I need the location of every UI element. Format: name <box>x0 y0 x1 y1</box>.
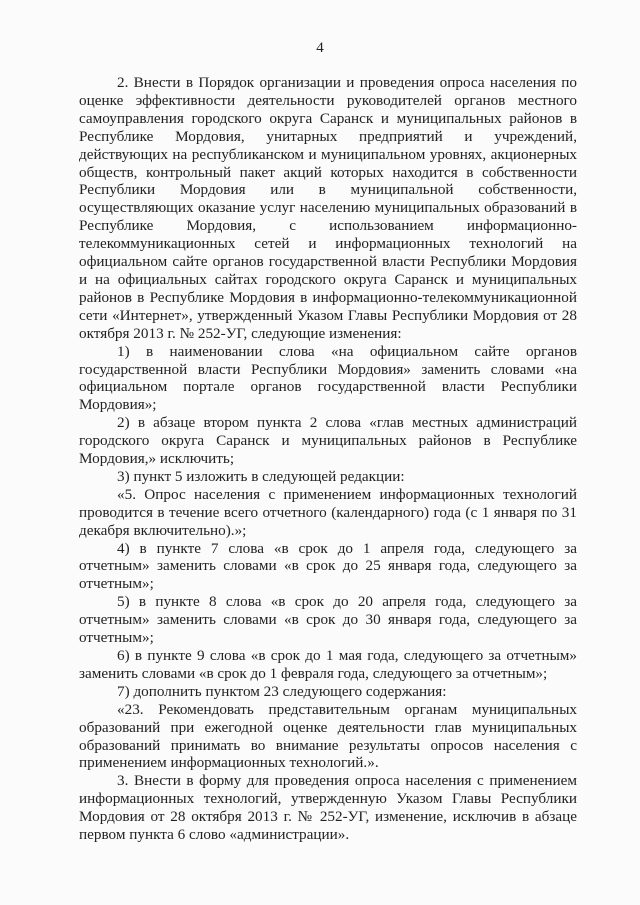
paragraph-subitem-7: 7) дополнить пунктом 23 следующего содержания: <box>117 682 447 700</box>
paragraph-item-2: 2. Внести в Порядок организации и проведения опроса населения по оценке эффективности деятельности руководителей органов местного самоуправления городского округа Саранск и муниципальных районов в Республике Мордовия, унитарных предприятий и учреждений, действующих на республиканском и муниципальном уровнях, акционерных обществ, контрольный пакет акций которых находится в собственности Республики Мордовия или в муниципальной собственности, осуществляющих оказание услуг населению муниципальных образований в Республике Мордовия, с использованием информационно-телекоммуникационных сетей и информационных технологий на официальном сайте органов государственной власти Республики Мордовия и на официальных сайтах городского округа Саранск и муниципальных районов в Республике Мордовия в информационно-телекоммуникационной сети «Интернет», утвержденный Указом Главы Республики Мордовия от 28 октября 2013 г. № 252-УГ, следующие изменения: <box>79 74 577 342</box>
paragraph-subitem-3: 3) пункт 5 изложить в следующей редакции: <box>117 467 405 485</box>
paragraph-subitem-5: 5) в пункте 8 слова «в срок до 20 апреля года, следующего за отчетным» заменить словами «в срок до 30 января года, следующего за отчетным»; <box>79 593 577 647</box>
paragraph-quote-5: «5. Опрос населения с применением информационных технологий проводится в течение всего отчетного (календарного) года (с 1 января по 31 декабря включительно).»; <box>79 485 577 539</box>
paragraph-subitem-1: 1) в наименовании слова «на официальном сайте органов государственной власти Республики Мордовия» заменить словами «на официальном портале органов государственной власти Республики Мордовия»; <box>79 342 577 414</box>
paragraph-quote-23: «23. Рекомендовать представительным органам муниципальных образований при ежегодной оценке деятельности глав муниципальных образований принимать во внимание результаты опросов населения с применением информационных технологий.». <box>79 700 577 772</box>
paragraph-subitem-4: 4) в пункте 7 слова «в срок до 1 апреля года, следующего за отчетным» заменить словами «в срок до 25 января года, следующего за отчетным»; <box>79 539 577 593</box>
paragraph-subitem-2: 2) в абзаце втором пункта 2 слова «глав местных администраций городского округа Саранск и муниципальных районов в Республике Мордовия,» исключить; <box>79 414 577 468</box>
paragraph-item-3: 3. Внести в форму для проведения опроса населения с применением информационных технологий, утвержденную Указом Главы Республики Мордовия от 28 октября 2013 г. № 252-УГ, изменение, исключив в абзаце первом пункта 6 слово «администрации». <box>79 772 577 844</box>
paragraph-subitem-6: 6) в пункте 9 слова «в срок до 1 мая года, следующего за отчетным» заменить словами «в срок до 1 февраля года, следующего за отчетным»; <box>79 647 577 682</box>
document-body <box>79 74 577 844</box>
page-number: 4 <box>316 40 324 56</box>
